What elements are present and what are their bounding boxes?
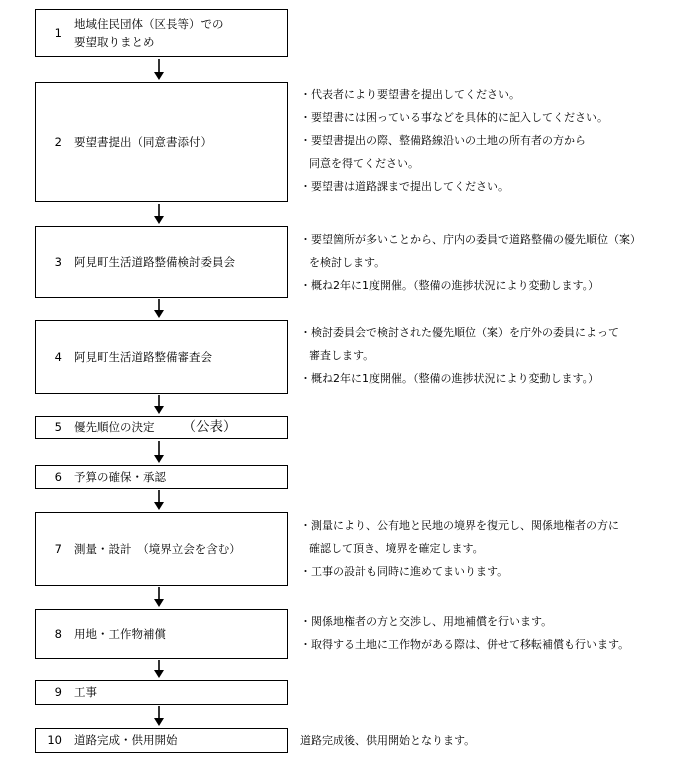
note-line: ・代表者により要望書を提出してください。 bbox=[300, 88, 520, 101]
step-4-notes bbox=[300, 321, 685, 390]
down-arrow-icon bbox=[153, 706, 165, 727]
down-arrow-icon bbox=[153, 587, 165, 608]
step-2-notes bbox=[300, 83, 685, 198]
down-arrow-icon bbox=[153, 204, 165, 225]
step-label: 予算の確保・承認 bbox=[74, 469, 166, 484]
step-label: 要望書提出（同意書添付） bbox=[74, 134, 212, 149]
step-label: 地域住民団体（区長等）での 要望取りまとめ bbox=[74, 16, 224, 49]
step-8-notes bbox=[300, 610, 685, 656]
step-3-notes bbox=[300, 228, 685, 297]
note-line: ・概ね2年に1度開催。（整備の進捗状況により変動します。） bbox=[300, 279, 600, 292]
step-number: 9 bbox=[54, 685, 62, 700]
step-7-box bbox=[35, 512, 288, 586]
step-8-box bbox=[35, 609, 288, 659]
step-label: 優先順位の決定 bbox=[74, 420, 155, 435]
step-label: 阿見町生活道路整備審査会 bbox=[74, 349, 212, 364]
step-number: 3 bbox=[54, 254, 62, 269]
note-line: 同意を得てください。 bbox=[309, 157, 419, 170]
down-arrow-icon bbox=[153, 490, 165, 511]
step-9-box bbox=[35, 680, 288, 705]
step-7-notes bbox=[300, 514, 685, 583]
down-arrow-icon bbox=[153, 299, 165, 319]
step-6-box bbox=[35, 465, 288, 489]
step-4-box bbox=[35, 320, 288, 394]
step-label: 測量・設計 （境界立会を含む） bbox=[74, 541, 241, 556]
note-line: ・取得する土地に工作物がある際は、併せて移転補償も行います。 bbox=[300, 638, 630, 651]
step-number: 10 bbox=[47, 733, 62, 748]
down-arrow-icon bbox=[153, 441, 165, 464]
step-10-notes bbox=[300, 729, 685, 752]
note-line: ・要望書は道路課まで提出してください。 bbox=[300, 180, 509, 193]
step-1-box bbox=[35, 9, 288, 57]
step-2-box bbox=[35, 82, 288, 202]
step-label: 用地・工作物補償 bbox=[74, 626, 166, 641]
step-label: 道路完成・供用開始 bbox=[74, 733, 178, 748]
step-5-box bbox=[35, 416, 288, 439]
step-number: 5 bbox=[54, 420, 62, 435]
note-line: ・概ね2年に1度開催。（整備の進捗状況により変動します。） bbox=[300, 372, 600, 385]
note-line: ・検討委員会で検討された優先順位（案）を庁外の委員によって bbox=[300, 326, 619, 339]
step-number: 1 bbox=[54, 25, 62, 40]
note-line: ・工事の設計も同時に進めてまいります。 bbox=[300, 565, 509, 578]
step-number: 7 bbox=[54, 541, 62, 556]
step-label: 工事 bbox=[74, 685, 97, 700]
note-line: ・要望箇所が多いことから、庁内の委員で道路整備の優先順位（案） bbox=[300, 233, 641, 246]
step-publish-note: （公表） bbox=[182, 418, 237, 435]
note-line: を検討します。 bbox=[309, 256, 386, 269]
step-number: 2 bbox=[54, 134, 62, 149]
note-line: ・測量により、公有地と民地の境界を復元し、関係地権者の方に bbox=[300, 519, 619, 532]
down-arrow-icon bbox=[153, 59, 165, 81]
note-line: 道路完成後、供用開始となります。 bbox=[300, 734, 476, 747]
note-line: ・要望書には困っている事などを具体的に記入してください。 bbox=[300, 111, 608, 124]
note-line: 確認して頂き、境界を確定します。 bbox=[309, 542, 484, 555]
note-line: ・関係地権者の方と交渉し、用地補償を行います。 bbox=[300, 615, 553, 628]
step-3-box bbox=[35, 226, 288, 298]
step-number: 4 bbox=[54, 349, 62, 364]
step-label: 阿見町生活道路整備検討委員会 bbox=[74, 254, 235, 269]
step-number: 8 bbox=[54, 626, 62, 641]
down-arrow-icon bbox=[153, 395, 165, 415]
step-number: 6 bbox=[54, 469, 62, 484]
note-line: ・要望書提出の際、整備路線沿いの土地の所有者の方から bbox=[300, 134, 586, 147]
down-arrow-icon bbox=[153, 660, 165, 679]
note-line: 審査します。 bbox=[309, 349, 375, 362]
step-10-box bbox=[35, 728, 288, 753]
